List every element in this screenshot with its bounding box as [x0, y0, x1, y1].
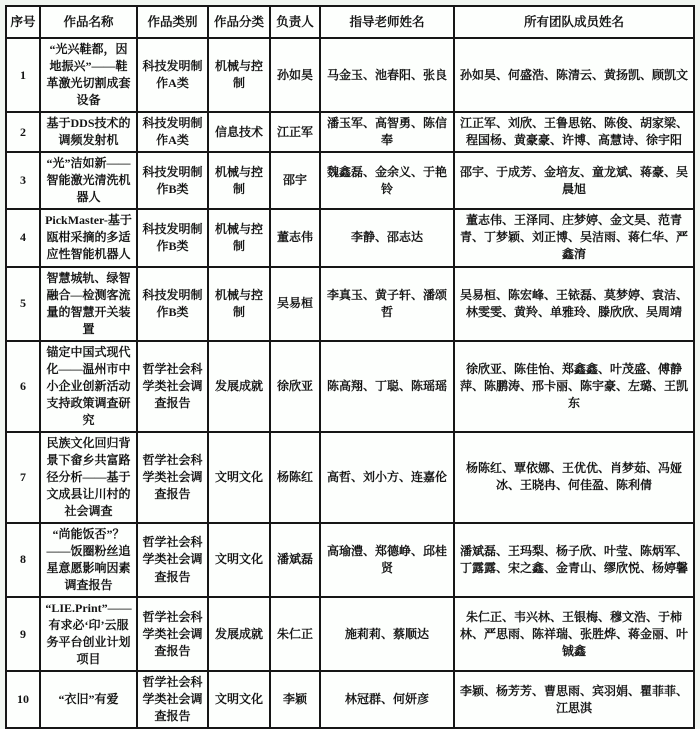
- cell-members: 江正军、刘欣、王鲁思铭、陈俊、胡家梁、程国杨、黄豪豪、许博、高慧诗、徐宇阳: [454, 112, 694, 152]
- cell-advisors: 李静、邵志达: [320, 209, 454, 266]
- cell-category: 科技发明制作A类: [137, 38, 208, 112]
- cell-members: 杨陈红、覃依娜、王优优、肖梦茹、冯娅冰、王晓冉、何佳盈、陈利倩: [454, 432, 694, 523]
- cell-leader: 吴易桓: [270, 267, 320, 341]
- cell-title: “尚能饭否”？——饭圈粉丝追星意愿影响因素调查报告: [40, 523, 137, 597]
- table-row: [6, 112, 694, 152]
- cell-classification: 文明文化: [208, 523, 270, 597]
- cell-title: “光兴鞋都，因地振兴”——鞋革激光切割成套设备: [40, 38, 137, 112]
- cell-advisors: 高瑜澧、郑德峥、邱桂贤: [320, 523, 454, 597]
- cell-classification: 机械与控制: [208, 209, 270, 266]
- cell-title: “光”洁如新——智能激光清洗机器人: [40, 152, 137, 209]
- cell-members: 董志伟、王泽同、庄梦婷、金文昊、范青青、丁梦颖、刘正博、吴洁雨、蒋仁华、严鑫淯: [454, 209, 694, 266]
- cell-category: 哲学社会科学类社会调查报告: [137, 523, 208, 597]
- table-row: [6, 209, 694, 266]
- cell-num: 4: [6, 209, 40, 266]
- cell-title: 基于DDS技术的调频发射机: [40, 112, 137, 152]
- cell-members: 朱仁正、韦兴林、王银梅、穆文浩、于柿林、严思雨、陈祥瑞、张胜烨、蒋金丽、叶铖鑫: [454, 597, 694, 671]
- cell-classification: 发展成就: [208, 597, 270, 671]
- cell-leader: 杨陈红: [270, 432, 320, 523]
- cell-leader: 江正军: [270, 112, 320, 152]
- cell-advisors: 魏鑫磊、金余义、于艳铃: [320, 152, 454, 209]
- column-header-members: 所有团队成员姓名: [454, 6, 694, 38]
- cell-advisors: 高哲、刘小方、连嘉伦: [320, 432, 454, 523]
- cell-category: 哲学社会科学类社会调查报告: [137, 341, 208, 432]
- cell-category: 科技发明制作B类: [137, 209, 208, 266]
- table-row: [6, 152, 694, 209]
- table-row: [6, 671, 694, 728]
- cell-classification: 文明文化: [208, 432, 270, 523]
- table-row: [6, 267, 694, 341]
- header-row: [6, 6, 694, 38]
- cell-num: 8: [6, 523, 40, 597]
- cell-leader: 朱仁正: [270, 597, 320, 671]
- cell-classification: 机械与控制: [208, 152, 270, 209]
- cell-advisors: 潘玉军、高智勇、陈信奉: [320, 112, 454, 152]
- cell-num: 3: [6, 152, 40, 209]
- cell-num: 1: [6, 38, 40, 112]
- cell-num: 5: [6, 267, 40, 341]
- cell-title: PickMaster-基于瓯柑采摘的多适应性智能机器人: [40, 209, 137, 266]
- column-header-num: 序号: [6, 6, 40, 38]
- cell-leader: 董志伟: [270, 209, 320, 266]
- cell-leader: 潘斌磊: [270, 523, 320, 597]
- cell-num: 2: [6, 112, 40, 152]
- table-row: [6, 523, 694, 597]
- cell-members: 吴易桓、陈宏峰、王铱磊、莫梦婷、袁洁、林雯雯、黄羚、单雅玲、滕欣欣、吴周靖: [454, 267, 694, 341]
- cell-category: 哲学社会科学类社会调查报告: [137, 597, 208, 671]
- cell-num: 7: [6, 432, 40, 523]
- cell-classification: 发展成就: [208, 341, 270, 432]
- cell-leader: 徐欣亚: [270, 341, 320, 432]
- cell-advisors: 李真玉、黄子轩、潘颂哲: [320, 267, 454, 341]
- cell-category: 科技发明制作B类: [137, 267, 208, 341]
- cell-members: 李颖、杨芳芳、曹思雨、宾羽娟、瞿菲菲、江思淇: [454, 671, 694, 728]
- cell-classification: 机械与控制: [208, 38, 270, 112]
- table-row: [6, 341, 694, 432]
- cell-members: 孙如昊、何盛浩、陈清云、黄扬凯、顾凯文: [454, 38, 694, 112]
- cell-advisors: 林冠群、何妍彦: [320, 671, 454, 728]
- cell-category: 科技发明制作B类: [137, 152, 208, 209]
- column-header-category: 作品类别: [137, 6, 208, 38]
- cell-num: 10: [6, 671, 40, 728]
- column-header-classification: 作品分类: [208, 6, 270, 38]
- cell-title: 民族文化回归背景下畲乡共富路径分析——基于文成县让川村的社会调查: [40, 432, 137, 523]
- entries-table: [5, 5, 695, 729]
- table-row: [6, 432, 694, 523]
- cell-advisors: 施莉莉、蔡顺达: [320, 597, 454, 671]
- cell-classification: 信息技术: [208, 112, 270, 152]
- cell-classification: 机械与控制: [208, 267, 270, 341]
- cell-title: 锚定中国式现代化——温州市中小企业创新活动支持政策调查研究: [40, 341, 137, 432]
- cell-advisors: 陈高翔、丁聪、陈瑶瑶: [320, 341, 454, 432]
- cell-leader: 李颖: [270, 671, 320, 728]
- cell-leader: 孙如昊: [270, 38, 320, 112]
- table-row: [6, 597, 694, 671]
- cell-advisors: 马金玉、池春阳、张良: [320, 38, 454, 112]
- cell-num: 9: [6, 597, 40, 671]
- cell-members: 徐欣亚、陈佳怡、郑鑫鑫、叶茂盛、傅静萍、陈鹏涛、邢卡丽、陈宇豪、左璐、王凯东: [454, 341, 694, 432]
- cell-members: 邵宇、于成芳、金培友、童龙斌、蒋豪、吴晨旭: [454, 152, 694, 209]
- cell-title: 智慧城轨、绿智融合—检测客流量的智慧开关装置: [40, 267, 137, 341]
- cell-classification: 文明文化: [208, 671, 270, 728]
- column-header-leader: 负责人: [270, 6, 320, 38]
- cell-category: 科技发明制作A类: [137, 112, 208, 152]
- cell-title: “LIE.Print”——有求必‘印’云服务平台创业计划项目: [40, 597, 137, 671]
- column-header-title: 作品名称: [40, 6, 137, 38]
- cell-category: 哲学社会科学类社会调查报告: [137, 671, 208, 728]
- cell-category: 哲学社会科学类社会调查报告: [137, 432, 208, 523]
- cell-title: “衣旧”有爱: [40, 671, 137, 728]
- cell-num: 6: [6, 341, 40, 432]
- table-row: [6, 38, 694, 112]
- cell-leader: 邵宇: [270, 152, 320, 209]
- column-header-advisors: 指导老师姓名: [320, 6, 454, 38]
- cell-members: 潘斌磊、王玛梨、杨子欣、叶莹、陈炳军、丁露露、宋之鑫、金青山、缪欣悦、杨婷馨: [454, 523, 694, 597]
